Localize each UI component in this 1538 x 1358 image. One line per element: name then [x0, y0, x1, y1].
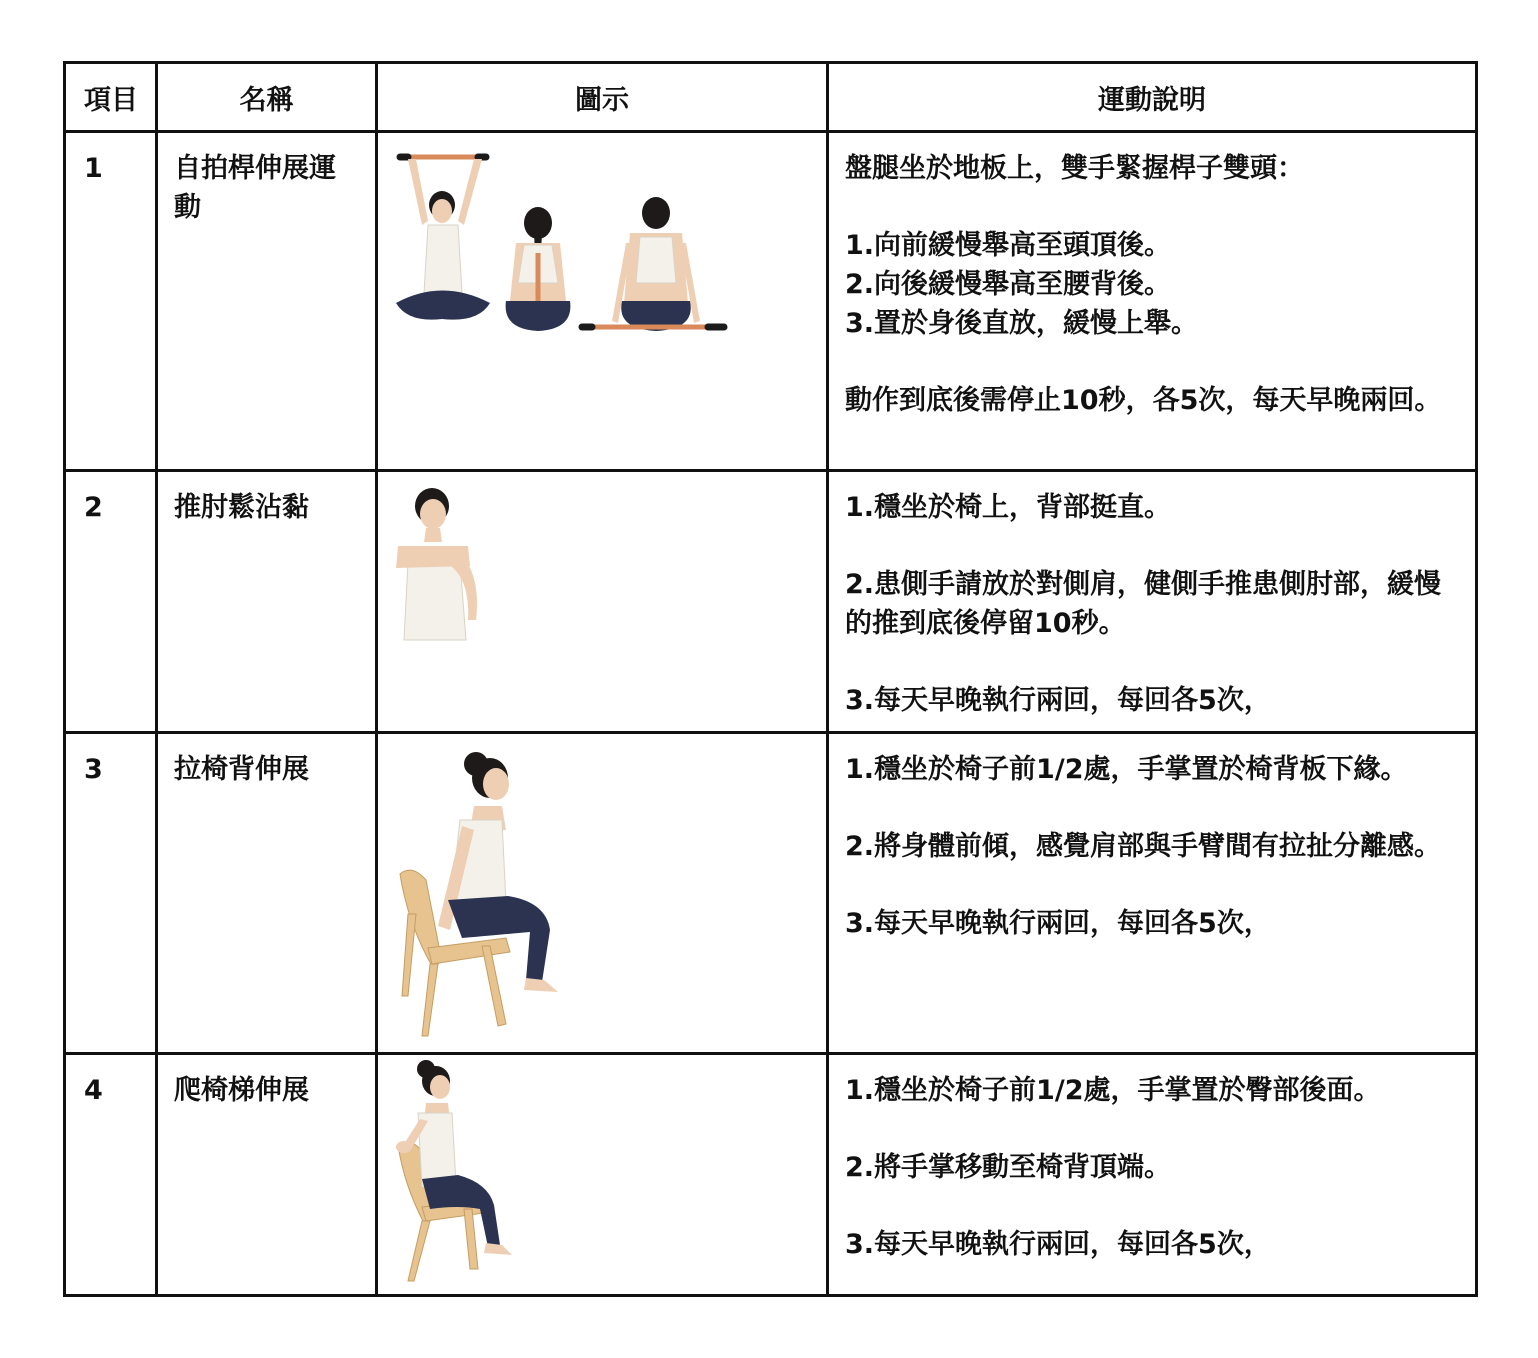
exercise-description [828, 733, 1477, 1054]
exercise-name: 自拍桿伸展運動 [157, 132, 377, 471]
table-row [65, 733, 1477, 1054]
header-figure: 圖示 [377, 63, 828, 132]
row-number: 3 [65, 733, 157, 1054]
table-row [65, 132, 1477, 471]
exercise-description [828, 1054, 1477, 1296]
exercise-figure [377, 132, 828, 471]
description-paragraph: 3.每天早晚執行兩回，每回各5次， [845, 908, 1271, 939]
table-row [65, 471, 1477, 733]
exercise-figure [377, 733, 828, 1054]
description-paragraph: 1.穩坐於椅上，背部挺直。 [845, 492, 1172, 523]
exercise-name: 拉椅背伸展 [157, 733, 377, 1054]
chair-back-pull-photo [378, 734, 827, 1052]
description-paragraph: 盤腿坐於地板上，雙手緊握桿子雙頭： [845, 153, 1304, 184]
exercise-table [63, 61, 1478, 1297]
row-number: 2 [65, 471, 157, 733]
description-paragraph: 動作到底後需停止10秒，各5次，每天早晚兩回。 [845, 385, 1442, 416]
row-number: 4 [65, 1054, 157, 1296]
exercise-name: 爬椅梯伸展 [157, 1054, 377, 1296]
chair-ladder-climb-photo [378, 1055, 827, 1294]
description-paragraph: 1.穩坐於椅子前1/2處，手掌置於椅背板下緣。 [845, 754, 1408, 785]
exercise-figure [377, 471, 828, 733]
exercise-name: 推肘鬆沾黏 [157, 471, 377, 733]
header-name: 名稱 [157, 63, 377, 132]
description-paragraph: 2.患側手請放於對側肩，健側手推患側肘部，緩慢的推到底後停留10秒。 [845, 569, 1442, 639]
row-number: 1 [65, 132, 157, 471]
exercise-figure [377, 1054, 828, 1296]
description-paragraph: 1.穩坐於椅子前1/2處，手掌置於臀部後面。 [845, 1075, 1381, 1106]
header-row [65, 63, 1477, 132]
description-paragraph: 1.向前緩慢舉高至頭頂後。 2.向後緩慢舉高至腰背後。 3.置於身後直放，緩慢上舉。 [845, 230, 1199, 339]
description-paragraph: 3.每天早晚執行兩回，每回各5次， [845, 685, 1271, 716]
header-item: 項目 [65, 63, 157, 132]
seated-stick-stretch-photo [378, 133, 827, 469]
table-row [65, 1054, 1477, 1296]
header-description: 運動說明 [828, 63, 1477, 132]
exercise-description [828, 471, 1477, 733]
elbow-push-stretch-photo [378, 472, 827, 731]
description-paragraph: 3.每天早晚執行兩回，每回各5次， [845, 1229, 1271, 1260]
description-paragraph: 2.將身體前傾，感覺肩部與手臂間有拉扯分離感。 [845, 831, 1442, 862]
exercise-description [828, 132, 1477, 471]
description-paragraph: 2.將手掌移動至椅背頂端。 [845, 1152, 1172, 1183]
